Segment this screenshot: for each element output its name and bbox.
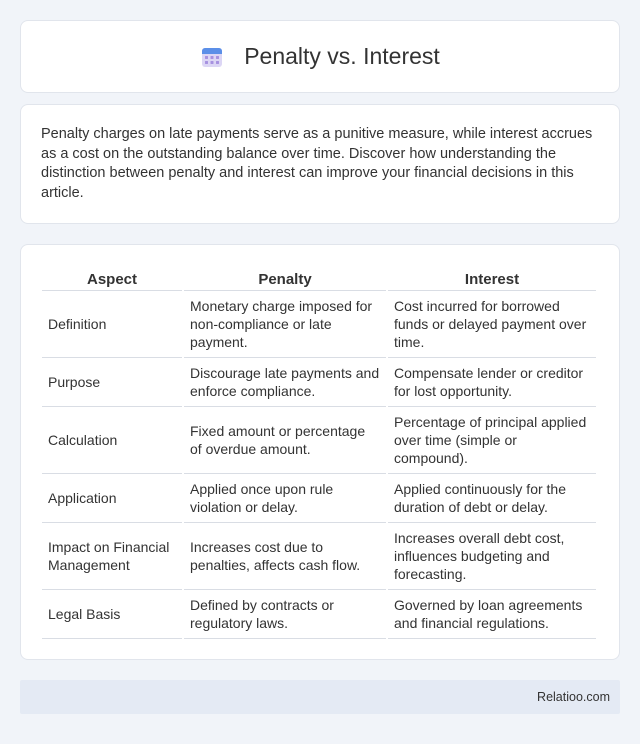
cell-aspect: Legal Basis <box>42 590 182 639</box>
page-title: Penalty vs. Interest <box>244 43 440 69</box>
cell-penalty: Defined by contracts or regulatory laws. <box>184 590 386 639</box>
table-card <box>20 244 620 660</box>
cell-interest: Compensate lender or creditor for lost opportunity. <box>388 358 596 407</box>
header-interest: Interest <box>388 265 596 291</box>
table-row <box>42 358 596 407</box>
table-row <box>42 474 596 523</box>
comparison-table <box>40 265 598 639</box>
table-header-row <box>42 265 596 291</box>
cell-interest: Increases overall debt cost, influences budgeting and forecasting. <box>388 523 596 590</box>
table-row <box>42 291 596 358</box>
cell-aspect: Calculation <box>42 407 182 474</box>
title-row <box>200 43 440 70</box>
cell-aspect: Impact on Financial Management <box>42 523 182 590</box>
table-row <box>42 407 596 474</box>
table-row <box>42 590 596 639</box>
cell-aspect: Purpose <box>42 358 182 407</box>
cell-interest: Applied continuously for the duration of debt or delay. <box>388 474 596 523</box>
cell-aspect: Definition <box>42 291 182 358</box>
cell-penalty: Fixed amount or percentage of overdue amount. <box>184 407 386 474</box>
cell-interest: Cost incurred for borrowed funds or delayed payment over time. <box>388 291 596 358</box>
cell-penalty: Applied once upon rule violation or delay. <box>184 474 386 523</box>
intro-card <box>20 104 620 224</box>
cell-penalty: Increases cost due to penalties, affects cash flow. <box>184 523 386 590</box>
cell-interest: Percentage of principal applied over time (simple or compound). <box>388 407 596 474</box>
cell-aspect: Application <box>42 474 182 523</box>
title-card <box>20 20 620 93</box>
footer <box>20 680 620 714</box>
calendar-icon <box>200 45 224 69</box>
header-aspect: Aspect <box>42 265 182 291</box>
footer-brand: Relatioo.com <box>537 690 610 704</box>
cell-penalty: Discourage late payments and enforce compliance. <box>184 358 386 407</box>
cell-penalty: Monetary charge imposed for non-compliance or late payment. <box>184 291 386 358</box>
table-row <box>42 523 596 590</box>
header-penalty: Penalty <box>184 265 386 291</box>
intro-text: Penalty charges on late payments serve as a punitive measure, while interest accrues as a cost on the outstanding balance over time. Discover how understanding the distinction between penalty and interest can improve your financial decisions in this article. <box>41 126 593 201</box>
cell-interest: Governed by loan agreements and financial regulations. <box>388 590 596 639</box>
